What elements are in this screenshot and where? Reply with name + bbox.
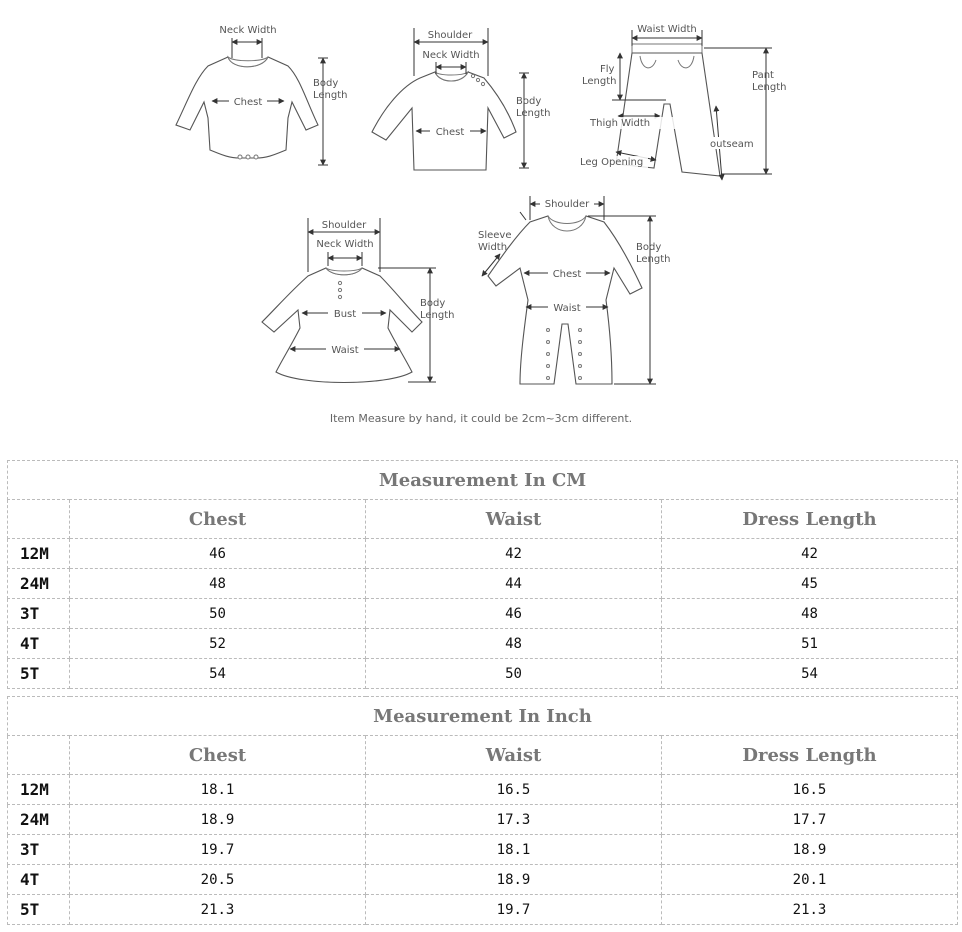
chest-cell: 18.9 [70, 805, 366, 835]
dress-length-cell: 21.3 [662, 895, 958, 925]
dress-length-cell: 51 [662, 629, 958, 659]
romper-sleeve-width-label-1: Sleeve [478, 230, 512, 241]
dress-length-cell: 16.5 [662, 775, 958, 805]
shirt-body-length-label-2: Length [516, 108, 551, 119]
pants-diagram [580, 24, 787, 180]
table-row [8, 805, 958, 835]
chest-cell: 46 [70, 539, 366, 569]
pants-fly-length-label-2: Length [582, 76, 617, 87]
waist-cell: 46 [366, 599, 662, 629]
shirt-diagram [372, 28, 551, 170]
chest-cell: 18.1 [70, 775, 366, 805]
pants-fly-length-label-1: Fly [600, 64, 615, 75]
bodysuit-chest-label: Chest [233, 97, 263, 108]
size-cell: 24M [8, 569, 70, 599]
dress-neck-width-label: Neck Width [316, 239, 374, 250]
pants-waist-width-label: Waist Width [637, 24, 697, 35]
waist-cell: 18.9 [366, 865, 662, 895]
size-cell: 3T [8, 835, 70, 865]
inch-size-table [7, 696, 958, 925]
chest-cell: 20.5 [70, 865, 366, 895]
chest-cell: 19.7 [70, 835, 366, 865]
size-cell: 3T [8, 599, 70, 629]
table-row [8, 599, 958, 629]
table-row [8, 835, 958, 865]
pants-pant-length-label-1: Pant [752, 70, 774, 81]
cm-header-chest: Chest [70, 500, 366, 539]
cm-size-table [7, 460, 958, 689]
cm-header-waist: Waist [366, 500, 662, 539]
waist-cell: 17.3 [366, 805, 662, 835]
romper-chest-label: Chest [552, 269, 582, 280]
cm-table-title: Measurement In CM [8, 461, 958, 500]
pants-thigh-width-label: Thigh Width [590, 118, 651, 129]
size-cell: 12M [8, 539, 70, 569]
dress-length-cell: 54 [662, 659, 958, 689]
size-cell: 24M [8, 805, 70, 835]
chest-cell: 21.3 [70, 895, 366, 925]
dress-length-cell: 20.1 [662, 865, 958, 895]
romper-diagram [478, 196, 671, 384]
size-cell: 5T [8, 895, 70, 925]
dress-bust-label: Bust [333, 309, 357, 320]
waist-cell: 19.7 [366, 895, 662, 925]
measurement-diagrams [0, 0, 962, 440]
bodysuit-body-length-label-1: Body [313, 78, 339, 89]
table-row [8, 629, 958, 659]
size-cell: 5T [8, 659, 70, 689]
dress-length-cell: 45 [662, 569, 958, 599]
measure-note: Item Measure by hand, it could be 2cm~3cm different. [329, 412, 633, 425]
chest-cell: 52 [70, 629, 366, 659]
inch-table-title: Measurement In Inch [8, 697, 958, 736]
dress-diagram [262, 218, 455, 383]
dress-length-cell: 42 [662, 539, 958, 569]
dress-waist-label: Waist [331, 345, 359, 356]
dress-body-length-label-2: Length [420, 310, 455, 321]
inch-header-dress-length: Dress Length [662, 736, 958, 775]
table-row [8, 865, 958, 895]
garment-diagram-svg [0, 0, 962, 440]
chest-cell: 54 [70, 659, 366, 689]
pants-pant-length-label-2: Length [752, 82, 787, 93]
romper-shoulder-label: Shoulder [544, 199, 590, 210]
waist-cell: 16.5 [366, 775, 662, 805]
table-row [8, 569, 958, 599]
dress-length-cell: 17.7 [662, 805, 958, 835]
dress-length-cell: 48 [662, 599, 958, 629]
romper-body-length-label-2: Length [636, 254, 671, 265]
table-row [8, 539, 958, 569]
size-cell: 4T [8, 865, 70, 895]
waist-cell: 50 [366, 659, 662, 689]
shirt-neck-width-label: Neck Width [422, 50, 480, 61]
romper-waist-label: Waist [553, 303, 581, 314]
bodysuit-neck-width-label: Neck Width [219, 25, 277, 36]
inch-header-waist: Waist [366, 736, 662, 775]
shirt-shoulder-label: Shoulder [427, 30, 473, 41]
chest-cell: 50 [70, 599, 366, 629]
bodysuit-diagram [176, 25, 348, 165]
dress-body-length-label-1: Body [420, 298, 446, 309]
bodysuit-body-length-label-2: Length [313, 90, 348, 101]
shirt-chest-label: Chest [435, 127, 465, 138]
dress-shoulder-label: Shoulder [321, 220, 367, 231]
shirt-body-length-label-1: Body [516, 96, 542, 107]
inch-header-chest: Chest [70, 736, 366, 775]
pants-leg-opening-label: Leg Opening [580, 157, 644, 168]
waist-cell: 18.1 [366, 835, 662, 865]
table-row [8, 895, 958, 925]
waist-cell: 42 [366, 539, 662, 569]
size-cell: 12M [8, 775, 70, 805]
size-cell: 4T [8, 629, 70, 659]
cm-header-dress-length: Dress Length [662, 500, 958, 539]
cm-header-blank [8, 500, 70, 539]
chest-cell: 48 [70, 569, 366, 599]
romper-body-length-label-1: Body [636, 242, 662, 253]
inch-header-blank [8, 736, 70, 775]
table-row [8, 659, 958, 689]
dress-length-cell: 18.9 [662, 835, 958, 865]
romper-sleeve-width-label-2: Width [478, 242, 508, 253]
waist-cell: 48 [366, 629, 662, 659]
table-row [8, 775, 958, 805]
pants-outseam-label: outseam [710, 139, 754, 150]
waist-cell: 44 [366, 569, 662, 599]
